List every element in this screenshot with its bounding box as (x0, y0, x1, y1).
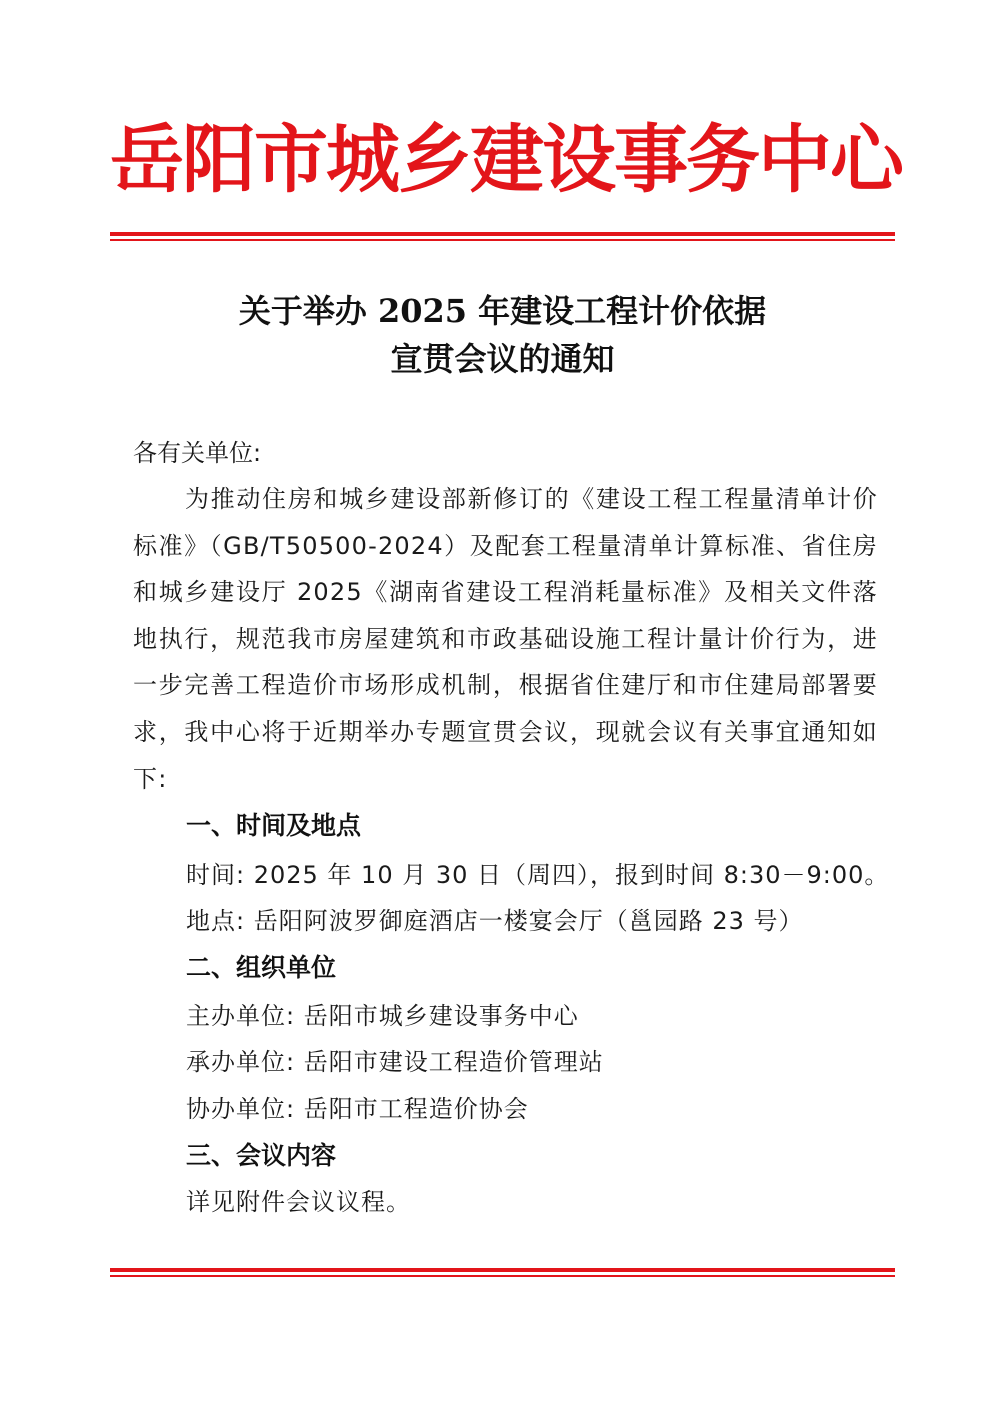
meeting-content-detail: 详见附件会议议程。 (186, 1188, 411, 1216)
issuing-organization-header: 岳阳市城乡建设事务中心 (110, 117, 902, 203)
footer-red-rule-thin (110, 1275, 895, 1277)
header-red-rule-thin (110, 239, 895, 241)
section-2-heading: 二、组织单位 (186, 953, 337, 982)
header-red-rule-thick (110, 232, 895, 236)
document-title-line-1: 关于举办 2025 年建设工程计价依据 (238, 292, 767, 330)
meeting-location: 地点: 岳阳阿波罗御庭酒店一楼宴会厅（邕园路 23 号） (186, 907, 804, 935)
meeting-time: 时间: 2025 年 10 月 30 日（周四），报到时间 8:30－9:00。 (186, 861, 890, 889)
host-unit: 主办单位: 岳阳市城乡建设事务中心 (186, 1002, 579, 1030)
salutation: 各有关单位: (133, 439, 262, 467)
organizer-unit: 承办单位: 岳阳市建设工程造价管理站 (186, 1048, 604, 1076)
section-1-heading: 一、时间及地点 (186, 811, 362, 840)
co-organizer-unit: 协办单位: 岳阳市工程造价协会 (186, 1095, 529, 1123)
footer-red-rule-thick (110, 1268, 895, 1272)
section-3-heading: 三、会议内容 (186, 1141, 337, 1170)
document-title-line-2: 宣贯会议的通知 (390, 340, 615, 378)
intro-paragraph: 为推动住房和城乡建设部新修订的《建设工程工程量清单计价标准》（GB/T50500-2024）及配套工程量清单计算标准、省住房和城乡建设厅 2025《湖南省建设工程消耗量标准》及相关文件落地执行，规范我市房屋建筑和市政基础设施工程计量计价行为，进一步完善工程造价市场形成机制，根据省住建厅和市住建局部署要求，我中心将于近期举办专题宣贯会议，现就会议有关事宜通知如下: (133, 485, 878, 793)
